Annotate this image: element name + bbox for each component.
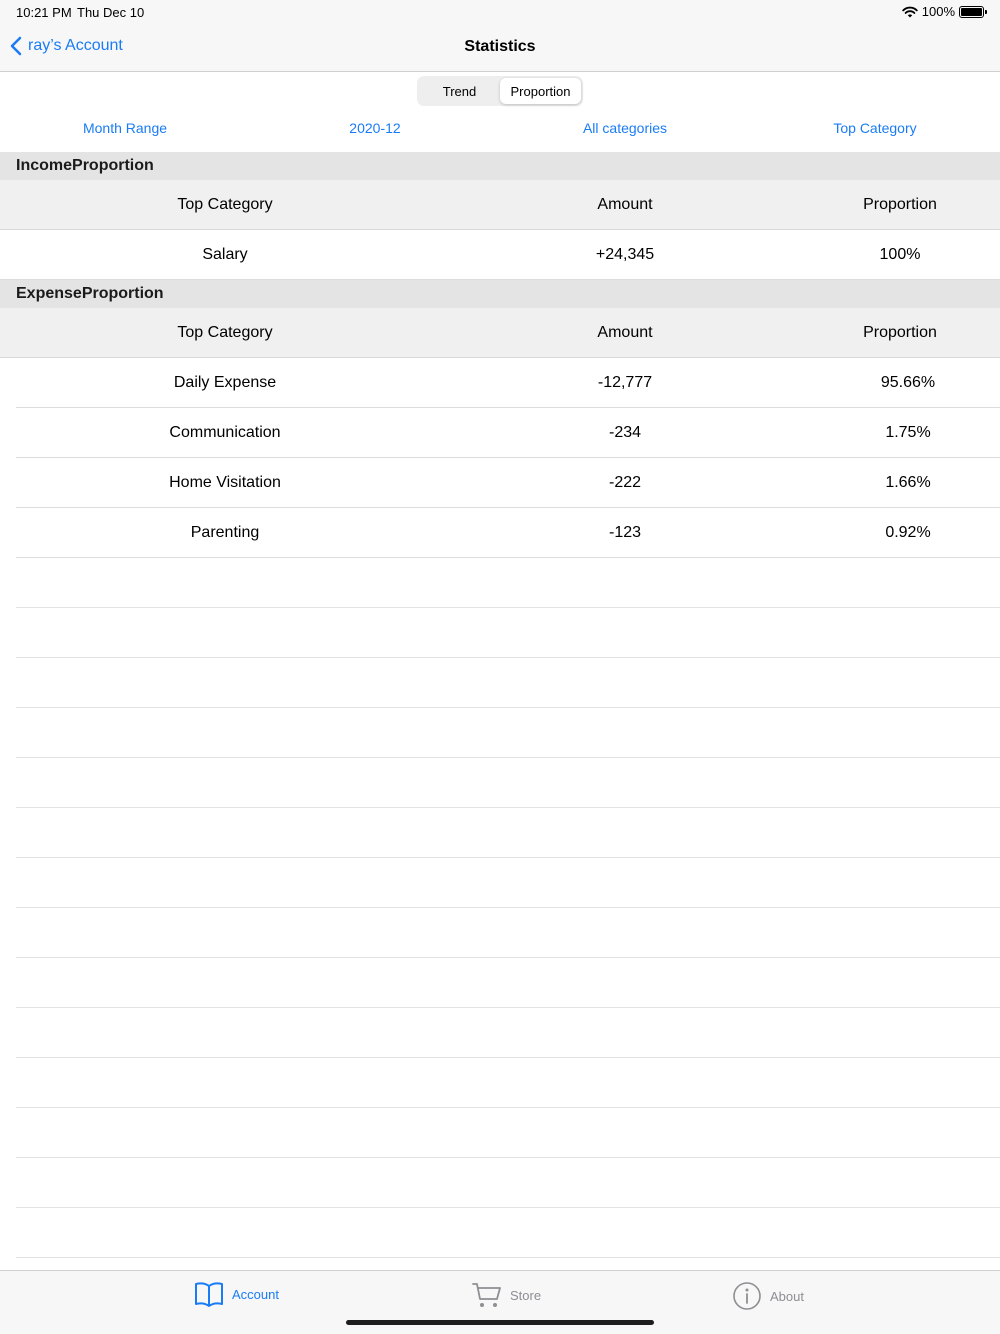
row-proportion: 1.66% bbox=[885, 473, 931, 491]
row-proportion: 95.66% bbox=[880, 373, 936, 391]
filter-row bbox=[0, 120, 1000, 136]
tab-about-label: About bbox=[770, 1288, 804, 1304]
empty-row bbox=[16, 908, 1000, 958]
row-category: Communication bbox=[169, 423, 281, 441]
cart-icon bbox=[472, 1281, 502, 1309]
tab-account-label: Account bbox=[232, 1286, 279, 1302]
expense-column-header bbox=[0, 308, 1000, 358]
segment-proportion[interactable]: Proportion bbox=[500, 78, 581, 104]
empty-row bbox=[16, 708, 1000, 758]
status-time: 10:21 PM bbox=[16, 5, 72, 20]
column-proportion: Proportion bbox=[863, 323, 937, 341]
period-filter-button[interactable]: 2020-12 bbox=[349, 120, 401, 136]
row-category: Parenting bbox=[190, 523, 260, 541]
income-column-header bbox=[0, 180, 1000, 230]
row-amount: -123 bbox=[608, 523, 642, 541]
empty-row bbox=[16, 608, 1000, 658]
tab-account[interactable] bbox=[194, 1281, 279, 1307]
range-filter-button[interactable]: Month Range bbox=[82, 120, 168, 136]
row-amount: -222 bbox=[608, 473, 642, 491]
income-section-header: IncomeProportion bbox=[0, 152, 1000, 180]
row-amount: +24,345 bbox=[595, 245, 655, 263]
empty-row bbox=[16, 658, 1000, 708]
tab-about[interactable] bbox=[732, 1281, 804, 1311]
segment-trend[interactable]: Trend bbox=[442, 83, 477, 99]
empty-row bbox=[16, 858, 1000, 908]
row-proportion: 1.75% bbox=[885, 423, 931, 441]
category-level-button[interactable]: Top Category bbox=[833, 120, 917, 136]
status-indicators bbox=[902, 4, 984, 19]
empty-row bbox=[16, 1108, 1000, 1158]
page-title: Statistics bbox=[464, 38, 536, 55]
column-category: Top Category bbox=[177, 195, 273, 213]
tab-store-label: Store bbox=[510, 1287, 542, 1303]
wifi-icon bbox=[902, 6, 918, 18]
navigation-bar bbox=[0, 24, 1000, 72]
empty-row bbox=[16, 1208, 1000, 1258]
empty-row bbox=[16, 808, 1000, 858]
column-proportion: Proportion bbox=[863, 195, 937, 213]
battery-icon bbox=[959, 6, 984, 18]
empty-row bbox=[16, 1008, 1000, 1058]
home-indicator bbox=[346, 1320, 654, 1325]
row-proportion: 0.92% bbox=[885, 523, 931, 541]
categories-filter-button[interactable]: All categories bbox=[582, 120, 668, 136]
empty-row bbox=[16, 1158, 1000, 1208]
empty-row bbox=[16, 1058, 1000, 1108]
column-amount: Amount bbox=[597, 323, 653, 341]
status-date: Thu Dec 10 bbox=[77, 5, 145, 20]
battery-percent: 100% bbox=[921, 4, 955, 19]
expense-section-header: ExpenseProportion bbox=[0, 280, 1000, 308]
table-row[interactable] bbox=[0, 230, 1000, 280]
row-category: Home Visitation bbox=[169, 473, 281, 491]
info-icon bbox=[732, 1281, 762, 1311]
row-category: Salary bbox=[202, 245, 248, 263]
table-row[interactable] bbox=[16, 408, 1000, 458]
empty-row bbox=[16, 758, 1000, 808]
empty-row bbox=[16, 958, 1000, 1008]
status-bar bbox=[0, 0, 1000, 24]
column-amount: Amount bbox=[597, 195, 653, 213]
row-amount: -234 bbox=[608, 423, 642, 441]
table-row[interactable] bbox=[16, 508, 1000, 558]
book-icon bbox=[194, 1281, 224, 1307]
back-button-label: ray’s Account bbox=[28, 37, 123, 54]
column-category: Top Category bbox=[177, 323, 273, 341]
view-segmented-control bbox=[417, 76, 583, 106]
row-category: Daily Expense bbox=[173, 373, 277, 391]
table-row[interactable] bbox=[16, 458, 1000, 508]
table-row[interactable] bbox=[16, 358, 1000, 408]
tab-store[interactable] bbox=[472, 1281, 541, 1309]
empty-row bbox=[16, 558, 1000, 608]
row-amount: -12,777 bbox=[597, 373, 653, 391]
row-proportion: 100% bbox=[879, 245, 921, 263]
